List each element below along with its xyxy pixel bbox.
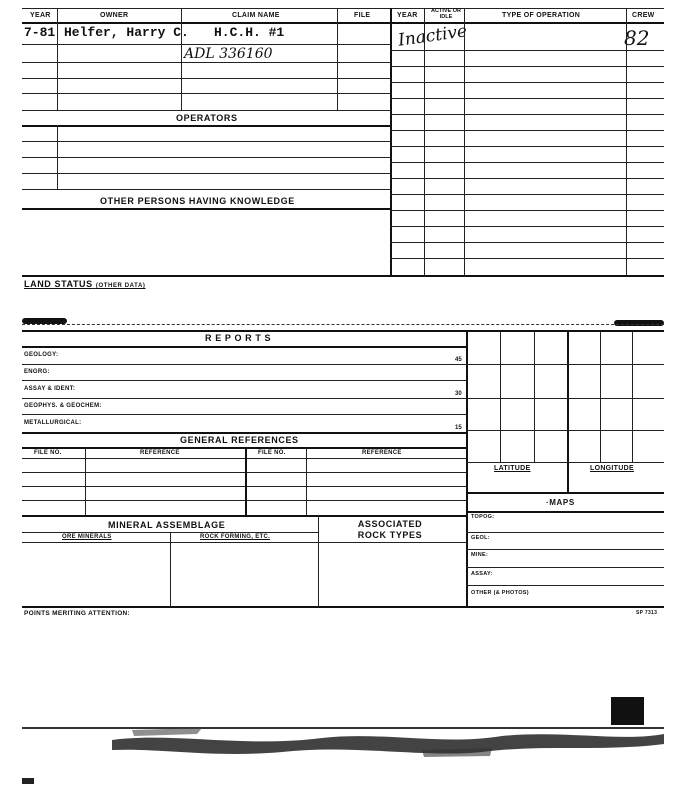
adl-handwritten: ADL 336160 xyxy=(184,46,273,62)
divider xyxy=(57,125,58,189)
row-line xyxy=(22,44,390,45)
row-line xyxy=(22,432,466,434)
land-status-label: LAND STATUS xyxy=(24,279,93,289)
row-line xyxy=(22,125,390,127)
general-references-title: GENERAL REFERENCES xyxy=(180,435,299,445)
form-number: SP 7313 xyxy=(636,610,658,616)
divider xyxy=(600,332,601,462)
longitude-label: LONGITUDE xyxy=(590,465,634,472)
file-header: FILE xyxy=(354,12,371,19)
row-line xyxy=(390,210,664,211)
points-meriting-attention: POINTS MERITING ATTENTION: xyxy=(24,610,131,617)
row-line xyxy=(22,173,390,174)
row-line xyxy=(22,398,466,399)
row-line xyxy=(390,178,664,179)
header-rule xyxy=(22,22,664,24)
crew-header: CREW xyxy=(632,12,655,19)
row-line xyxy=(466,585,664,586)
entry-claim-name: H.C.H. #1 xyxy=(214,25,285,40)
row-line xyxy=(22,542,466,543)
row-line xyxy=(466,462,664,463)
row-line xyxy=(22,500,466,501)
row-line xyxy=(466,549,664,550)
row-line xyxy=(22,364,466,365)
maps-other: OTHER (& PHOTOS) xyxy=(471,590,529,596)
row-line xyxy=(22,157,390,158)
report-engrg: ENGRG: xyxy=(24,369,50,375)
row-line xyxy=(390,194,664,195)
row-line xyxy=(466,492,664,494)
scan-artifact-dot xyxy=(22,778,34,784)
mineral-assemblage-title: MINERAL ASSEMBLAGE xyxy=(108,520,226,530)
divider xyxy=(424,8,425,276)
scan-artifact-block xyxy=(611,697,644,725)
divider xyxy=(306,447,307,515)
report-geophys: GEOPHYS. & GEOCHEM: xyxy=(24,403,102,409)
row-line xyxy=(22,189,390,190)
report-metallurgical: METALLURGICAL: xyxy=(24,420,82,426)
reference-header-1: REFERENCE xyxy=(140,450,180,456)
row-line xyxy=(390,50,664,51)
divider xyxy=(337,8,338,22)
divider xyxy=(466,330,468,606)
crew-handwritten: 82 xyxy=(624,26,650,50)
file-no-header-1: FILE NO. xyxy=(34,450,62,456)
row-line xyxy=(22,110,390,111)
scan-artifact-smear xyxy=(22,722,664,762)
maps-geol: GEOL: xyxy=(471,535,490,541)
row-line xyxy=(22,141,390,142)
active-idle-header: ACTIVE OR IDLE xyxy=(431,8,461,20)
row-line xyxy=(390,98,664,99)
row-line xyxy=(466,567,664,568)
row-line xyxy=(466,364,664,365)
row-line xyxy=(22,275,664,277)
row-line xyxy=(22,93,390,94)
row-line xyxy=(466,532,664,533)
rock-forming-header: ROCK FORMING, ETC. xyxy=(200,534,271,540)
entry-owner: Helfer, Harry C. xyxy=(64,25,189,40)
report-num-15: 15 xyxy=(455,425,462,431)
row-line xyxy=(22,62,390,63)
row-line xyxy=(22,324,664,325)
row-line xyxy=(22,515,466,517)
divider xyxy=(567,332,569,492)
row-line xyxy=(22,78,390,79)
land-status-sub: (OTHER DATA) xyxy=(95,283,146,289)
row-line xyxy=(22,458,466,459)
divider xyxy=(390,8,392,276)
maps-mine: MINE: xyxy=(471,552,489,558)
row-line xyxy=(22,380,466,381)
divider xyxy=(57,8,58,22)
redaction-mark xyxy=(614,320,664,326)
row-line xyxy=(22,447,466,449)
row-line xyxy=(22,346,466,348)
year-header: YEAR xyxy=(30,12,51,19)
report-geology: GEOLOGY: xyxy=(24,352,59,358)
year2-header: YEAR xyxy=(397,12,418,19)
row-line xyxy=(22,486,466,487)
owner-header: OWNER xyxy=(100,12,129,19)
row-line xyxy=(390,162,664,163)
maps-title: ·MAPS xyxy=(546,498,575,507)
type-operation-header: TYPE OF OPERATION xyxy=(502,12,581,19)
report-assay: ASSAY & IDENT: xyxy=(24,386,76,392)
active-handwritten: Inactive xyxy=(396,21,469,51)
row-line xyxy=(390,130,664,131)
associated-rock-types-title: ASSOCIATED ROCK TYPES xyxy=(357,519,423,540)
divider xyxy=(626,8,627,276)
other-persons-title: OTHER PERSONS HAVING KNOWLEDGE xyxy=(100,196,295,206)
divider xyxy=(245,447,247,515)
row-line xyxy=(390,82,664,83)
row-line xyxy=(390,66,664,67)
divider xyxy=(337,22,338,110)
divider xyxy=(170,532,171,606)
maps-title-text: MAPS xyxy=(549,498,575,507)
divider xyxy=(318,515,319,606)
land-status-title xyxy=(24,279,146,289)
divider xyxy=(85,447,86,515)
divider xyxy=(500,332,501,462)
reports-title: R E P O R T S xyxy=(205,333,272,343)
maps-assay: ASSAY: xyxy=(471,571,493,577)
row-line xyxy=(22,472,466,473)
entry-year: 7-81 xyxy=(24,25,56,40)
row-line xyxy=(390,242,664,243)
latitude-label: LATITUDE xyxy=(494,465,531,472)
divider xyxy=(181,8,182,22)
maps-topog: TOPOG: xyxy=(471,514,495,520)
report-num-45: 45 xyxy=(455,357,462,363)
divider xyxy=(181,22,182,110)
divider xyxy=(464,8,465,276)
divider xyxy=(632,332,633,462)
row-line xyxy=(22,208,390,210)
row-line xyxy=(22,606,664,608)
ore-minerals-header: ORE MINERALS xyxy=(62,534,112,540)
file-no-header-2: FILE NO. xyxy=(258,450,286,456)
row-line xyxy=(466,398,664,399)
report-num-30: 30 xyxy=(455,391,462,397)
divider xyxy=(57,22,58,110)
divider xyxy=(534,332,535,462)
operators-title: OPERATORS xyxy=(176,113,238,123)
row-line xyxy=(466,430,664,431)
row-line xyxy=(390,226,664,227)
claim-name-header: CLAIM NAME xyxy=(232,12,280,19)
row-line xyxy=(390,258,664,259)
row-line xyxy=(390,114,664,115)
reference-header-2: REFERENCE xyxy=(362,450,402,456)
row-line xyxy=(390,146,664,147)
row-line xyxy=(466,511,664,513)
row-line xyxy=(22,414,466,415)
top-rule xyxy=(22,8,664,9)
